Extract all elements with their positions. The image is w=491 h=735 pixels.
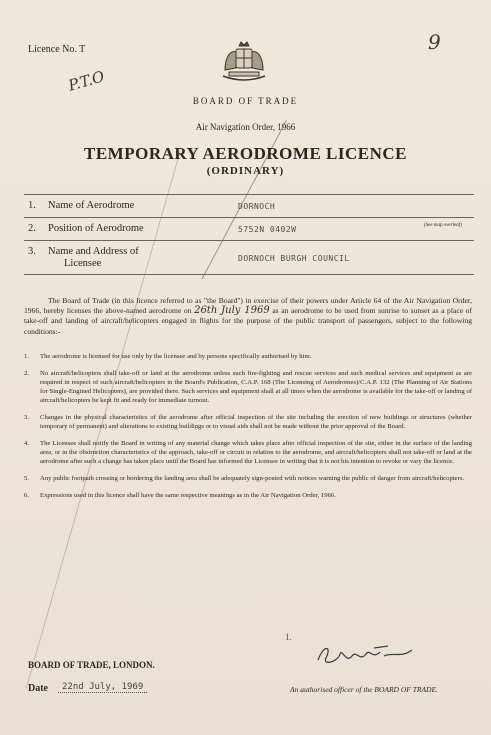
field-number: 3. xyxy=(28,246,36,257)
signature-icon xyxy=(310,640,420,670)
condition-item xyxy=(24,474,472,483)
condition-item xyxy=(24,352,472,361)
condition-item xyxy=(24,491,472,500)
licence-title: TEMPORARY AERODROME LICENCE xyxy=(83,144,407,163)
condition-number: 5. xyxy=(24,475,30,482)
corner-number-handwritten: 9 xyxy=(428,30,441,54)
licence-number: Licence No. T xyxy=(28,44,86,55)
footer-london: BOARD OF TRADE, LONDON. xyxy=(28,660,155,670)
signature-mark: 1. xyxy=(285,632,292,642)
condition-text: No aircraft/helicopters shall take-off or land at the aerodrome unless such fire-fighting and rescue services and such medical services and equipment as are required in respect of such aircraft/helicopters in the Board's Publication, C.A.P. 168 (The Licensing of Aerodromes)/C.A.P. 132 (The Planning of Air Stations for Single-Engined Helicopters), are provided there. Such services and equipment shall at all times when the aerodrome is available for the take-off or landing of aircraft/helicopters be kept fit and ready for immediate turnout. xyxy=(40,370,472,404)
field-value: 5752N 0402W xyxy=(238,225,297,234)
divider xyxy=(24,194,474,195)
condition-text: Any public footpath crossing or bordering the landing area shall be adequately sign-posted with notices warning the public of danger from aircraft/helicopters. xyxy=(40,475,465,482)
order-title: Air Navigation Order, 1966 xyxy=(195,122,296,132)
divider xyxy=(24,217,474,218)
field-number: 1. xyxy=(28,200,36,211)
handwritten-date: 26th July 1969 xyxy=(194,305,270,317)
pto-handwritten: P.T.O xyxy=(66,67,107,95)
board-title: BOARD OF TRADE xyxy=(192,96,299,106)
field-label-line2: Licensee xyxy=(64,258,102,269)
conditions-list xyxy=(24,352,472,508)
field-label: Name and Address of xyxy=(48,246,139,257)
condition-text: The aerodrome is licensed for use only by the licensee and by persons specifically authorised by him. xyxy=(40,353,312,360)
condition-number: 2. xyxy=(24,370,30,377)
condition-item xyxy=(24,369,472,405)
condition-number: 6. xyxy=(24,492,30,499)
condition-number: 3. xyxy=(24,414,30,421)
condition-item xyxy=(24,413,472,431)
licence-subtitle: (ORDINARY) xyxy=(206,165,285,177)
condition-text: Changes in the physical characteristics of the aerodrome after official inspection of the site including the erection of new buildings or structures (whether temporary of permanent) and alterations to existing buildings or to visual aids shall not be made without the prior approval of the Board. xyxy=(40,414,472,430)
condition-text: The Licensee shall notify the Board in writing of any material change which takes place after official inspection of the site, either in the surface of the landing area, or in the obstruction characteristics of the approach, take-off or circuit in relation to the aerodrome, and aircraft/helicopters shall not take-off or land at the aerodrome after such a change has taken place until the Board has informed the Licensee in writing that it is not his intention to revoke or vary the licence. xyxy=(40,440,472,465)
field-value: DORNOCH BURGH COUNCIL xyxy=(238,254,350,263)
authorised-officer-label: An authorised officer of the BOARD OF TRADE. xyxy=(290,685,438,694)
condition-item xyxy=(24,439,472,466)
divider xyxy=(24,240,474,241)
map-note: (See map overleaf) xyxy=(424,223,462,228)
licence-preamble xyxy=(24,296,472,337)
divider xyxy=(24,274,474,275)
royal-crest-icon xyxy=(219,40,269,84)
preamble-text: The Board of Trade (in this licence referred to as "the Board") in exercise of their powers under Article 64 of the Air Navigation Order, 1966, hereby licenses the above-named aerodrome on xyxy=(24,296,472,316)
field-label: Name of Aerodrome xyxy=(48,200,135,211)
field-licensee xyxy=(24,246,474,270)
footer-date-label: Date xyxy=(28,683,48,694)
field-number: 2. xyxy=(28,223,36,234)
condition-number: 4. xyxy=(24,440,30,447)
condition-text: Expressions used in this licence shall have the same respective meanings as in the Air Navigation Order, 1966. xyxy=(40,492,336,499)
condition-number: 1. xyxy=(24,353,30,360)
preamble-text: as an aerodrome to be used from sunrise to sunset as a place of take-off and landing of aircraft/helicopters engaged in flights for the purpose of the public transport of passengers, subject to the following conditions:- xyxy=(24,306,472,336)
footer-date-value: 22nd July, 1969 xyxy=(58,682,147,693)
field-label: Position of Aerodrome xyxy=(48,223,144,234)
field-value: DORNOCH xyxy=(238,202,276,211)
